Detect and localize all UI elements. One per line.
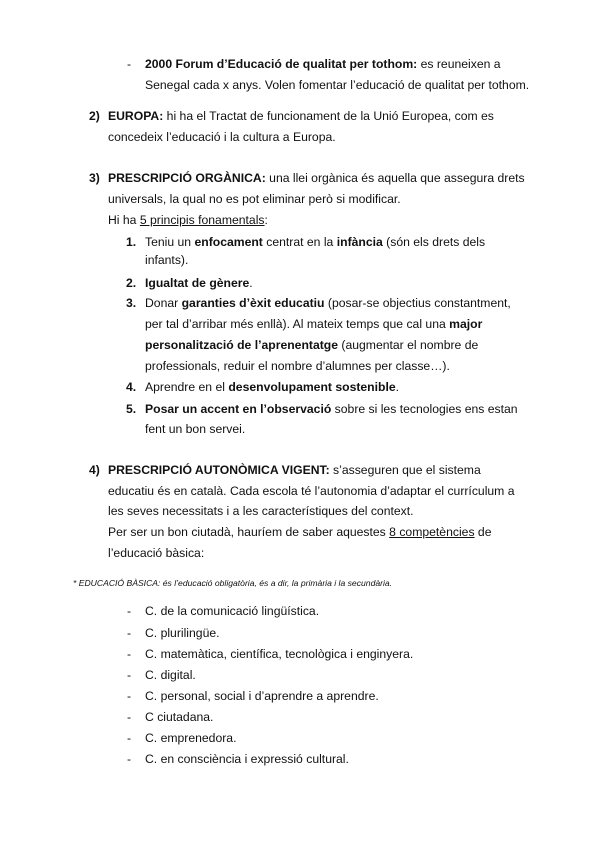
principle-3-line-4: professionals, reduir el nombre d’alumnes per classe…). [145,359,450,373]
principle-3-number: 3. [126,296,137,310]
section-2-text: hi ha el Tractat de funcionament de la Unió Europea, com es [163,109,494,123]
principle-1-number: 1. [126,235,137,249]
competencies-link: 8 competències [389,525,475,539]
forum-line-2: Senegal cada x anys. Volen fomentar l’educació de qualitat per tothom. [145,78,530,92]
competency-item: C ciutadana. [145,710,214,724]
section-4-number: 4) [89,463,100,477]
competency-bullet: - [127,752,132,766]
section-2-number: 2) [89,109,100,123]
competency-bullet: - [127,647,132,661]
competency-bullet: - [127,626,132,640]
principle-5-number: 5. [126,402,137,416]
competency-item: C. personal, social i d’aprendre a aprendre. [145,689,379,703]
competency-bullet: - [127,689,132,703]
principle-3-line-1: Donar garanties d’èxit educatiu (posar-se objectius constantment, [145,296,511,310]
competency-item: C. matemàtica, científica, tecnològica i enginyera. [145,647,414,661]
principle-4-line-1: Aprendre en el desenvolupament sostenible. [145,380,400,394]
bullet-dash: - [127,57,132,71]
section-4-line-5: l’educació bàsica: [108,546,205,560]
section-4-line-1 [108,462,481,478]
section-4-line-3: les seves necessitats i a les característiques del context. [108,504,414,518]
competency-bullet: - [127,731,132,745]
principles-link: 5 principis fonamentals [139,213,265,227]
principle-2-number: 2. [126,276,137,290]
forum-title: 2000 Forum d’Educació de qualitat per tothom: [145,57,418,71]
section-4-text: s’asseguren que el sistema [329,463,481,477]
competency-item: C. en consciència i expressió cultural. [145,752,349,766]
section-3-text: una llei orgànica és aquella que assegura drets [265,171,525,185]
forum-line-1 [145,56,527,72]
section-2-line-1 [108,108,528,124]
principle-2-line-1: Igualtat de gènere. [145,276,253,290]
forum-text: es reuneixen a [417,57,501,71]
competency-item: C. de la comunicació lingüística. [145,604,320,618]
principle-4-number: 4. [126,380,137,394]
section-3-number: 3) [89,171,100,185]
principle-5-line-2: fent un bon servei. [145,422,246,436]
competency-bullet: - [127,668,132,682]
section-4-line-4: Per ser un bon ciutadà, hauríem de saber aquestes 8 competències de [108,525,492,539]
section-3-line-1 [108,170,528,186]
competency-item: C. digital. [145,668,196,682]
section-4-line-2: educatiu és en català. Cada escola té l’autonomia d’adaptar el currículum a [108,484,515,498]
principle-3-line-2: per tal d’arribar més enllà). Al mateix temps que cal una major [145,317,483,331]
competency-bullet: - [127,604,132,618]
principle-3-line-3: personalització de l’aprenentatge (augmentar el nombre de [145,338,479,352]
competency-item: C. emprenedora. [145,731,237,745]
principle-1-line-2: infants). [145,253,189,267]
section-4-title: PRESCRIPCIÓ AUTONÒMICA VIGENT: [108,463,330,477]
footnote: * EDUCACIÓ BÀSICA: és l’educació obligatòria, és a dir, la primària i la secundària. [73,578,393,588]
section-3-title: PRESCRIPCIÓ ORGÀNICA: [108,171,266,185]
competency-bullet: - [127,710,132,724]
principles-intro: Hi ha 5 principis fonamentals: [108,213,268,227]
section-2-title: EUROPA: [108,109,164,123]
principle-5-line-1: Posar un accent en l’observació sobre si les tecnologies ens estan [145,402,518,416]
section-3-line-2: universals, la qual no es pot eliminar però si modificar. [108,192,401,206]
section-2-line-2: concedeix l’educació i la cultura a Europa. [108,130,336,144]
principle-1-line-1: Teniu un enfocament centrat en la infància (són els drets dels [145,235,486,249]
competency-item: C. plurilingüe. [145,626,220,640]
